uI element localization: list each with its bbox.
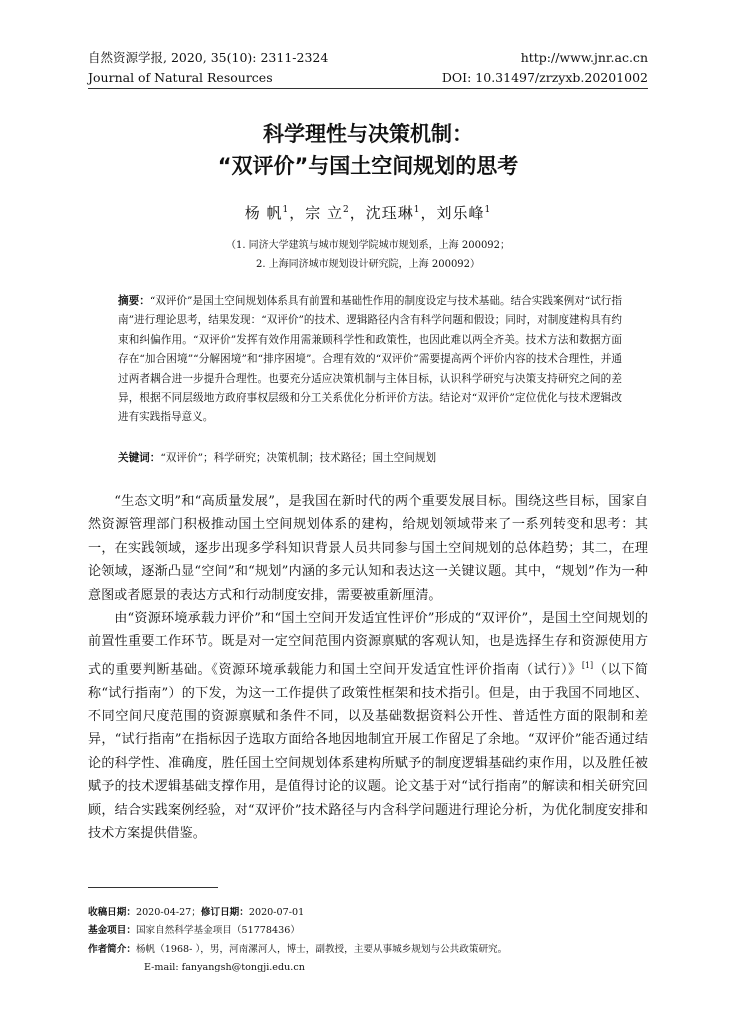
paragraph: “生态文明”和“高质量发展”，是我国在新时代的两个重要发展目标。围绕这些目标，国家自然资源管理部门积极推动国土空间规划体系的建构，给规划领域带来了一系列转变和思考：其一，在实践领域，逐步出现多学科知识背景人员共同参与国土空间规划的总体趋势；其二，在理论领域，逐渐凸显“空间”和“规划”内涵的多元认知和表达这一关键议题。其中，“规划”作为一种意图或者愿景的表达方式和行动制度安排，需要被重新厘清。 (88, 494, 648, 603)
journal-url[interactable]: http://www.jnr.ac.cn (520, 50, 648, 65)
abstract-text: “双评价”是国土空间规划体系具有前置和基础性作用的制度设定与技术基础。结合实践案例对“试行指南”进行理论思考，结果发现：“双评价”的技术、逻辑路径内含有科学问题和假设；同时，对制度建构具有约束和纠偏作用。“双评价”发挥有效作用需兼顾科学性和政策性，也因此难以两全齐美。技术方法和数据方面存在“加合困境”“分解困境”和“排序困境”。合理有效的“双评价”需要提高两个评价内容的技术合理性，并通过两者耦合进一步提升合理性。也要充分适应决策机制与主体目标，认识科学研究与决策支持研究之间的差异，根据不同层级地方政府事权层级和分工关系优化分析评价方法。结论对“双评价”定位优化与技术逻辑改进有实践指导意义。 (118, 295, 622, 424)
main-text (88, 490, 648, 845)
author-list: 杨 帆$^1$，宗 立$^2$，沈珏琳$^1$，刘乐峰$^1$ (244, 204, 492, 222)
received-date: 2020-04-27； (135, 907, 201, 918)
affiliation-line: 2. 上海同济城市规划设计研究院，上海 200092） (255, 259, 481, 270)
keywords (118, 449, 622, 468)
footnote-rule (88, 887, 218, 888)
revised-date: 2020-07-01 (248, 907, 305, 918)
abstract-label: 摘要： (118, 295, 150, 307)
dates-line (88, 904, 648, 922)
author-affiliation-mark: 1 (413, 205, 421, 215)
affiliation-line: （1. 同济大学建筑与城市规划学院城市规划系，上海 200092； (225, 240, 511, 251)
affiliations (0, 236, 736, 274)
keywords-label: 关键词： (118, 452, 161, 464)
footnotes (88, 904, 648, 977)
doi: DOI: 10.31497/zrzyxb.20201002 (441, 70, 648, 85)
author-name: 刘乐峰 (436, 204, 485, 222)
keywords-text: “双评价”；科学研究；决策机制；技术路径；国土空间规划 (160, 452, 437, 464)
journal-citation: 自然资源学报, 2020, 35(10): 2311-2324 (88, 50, 329, 65)
author-affiliation-mark: 1 (484, 205, 492, 215)
author-bio-text: 杨帆（1968- ），男，河南漯河人，博士，副教授，主要从事城乡规划与公共政策研究。 (135, 943, 508, 955)
citation-ref[interactable]: [1] (581, 660, 594, 670)
paragraph-text: 由“资源环境承载力评价”和“国土空间开发适宜性评价”形成的“双评价”，是国土空间规划的前置性重要工作环节。既是对一定空间范围内资源禀赋的客观认知，也是选择生存和资源使用方式的重要判断基础。《资源环境承载能力和国土空间开发适宜性评价指南（试行）》 (88, 611, 648, 678)
author-name: 宗 立 (305, 204, 344, 222)
running-header (88, 48, 648, 92)
abstract (118, 292, 622, 428)
author-affiliation-mark: 2 (343, 205, 350, 215)
journal-name-en: Journal of Natural Resources (88, 70, 273, 85)
fund-line (88, 922, 648, 940)
author-name: 沈珏琳 (365, 204, 414, 222)
header-rule (88, 88, 648, 89)
paper-title (0, 118, 736, 182)
title-line-2: “双评价”与国土空间规划的思考 (217, 154, 519, 178)
paragraph (88, 607, 648, 845)
received-label: 收稿日期： (88, 907, 136, 918)
email[interactable]: E-mail: fanyangsh@tongji.edu.cn (144, 961, 305, 973)
author-name: 杨 帆 (244, 204, 283, 222)
author-bio-label: 作者简介： (88, 943, 136, 955)
paragraph-text: （以下简称“试行指南”）的下发，为这一工作提供了政策性框架和技术指引。但是，由于我国不同地区、不同空间尺度范围的资源禀赋和条件不同，以及基础数据资料公开性、普适性方面的限制和差异，“试行指南”在指标因子选取方面给各地因地制宜开展工作留足了余地。“双评价”能否通过结论的科学性、准确度，胜任国土空间规划体系建构所赋予的制度逻辑基础约束作用，以及胜任被赋予的技术逻辑基础支撑作用，是值得讨论的议题。论文基于对“试行指南”的解读和相关研究回顾，结合实践案例经验，对“双评价”技术路径与内含科学问题进行理论分析，为优化制度安排和技术方案提供借鉴。 (88, 662, 648, 842)
fund-text: 国家自然科学基金项目（51778436） (135, 925, 300, 937)
author-affiliation-mark: 1 (282, 205, 290, 215)
revised-label: 修订日期： (200, 907, 249, 918)
author-bio-line (88, 941, 648, 959)
title-line-1: 科学理性与决策机制： (263, 122, 473, 146)
fund-label: 基金项目： (88, 925, 136, 937)
